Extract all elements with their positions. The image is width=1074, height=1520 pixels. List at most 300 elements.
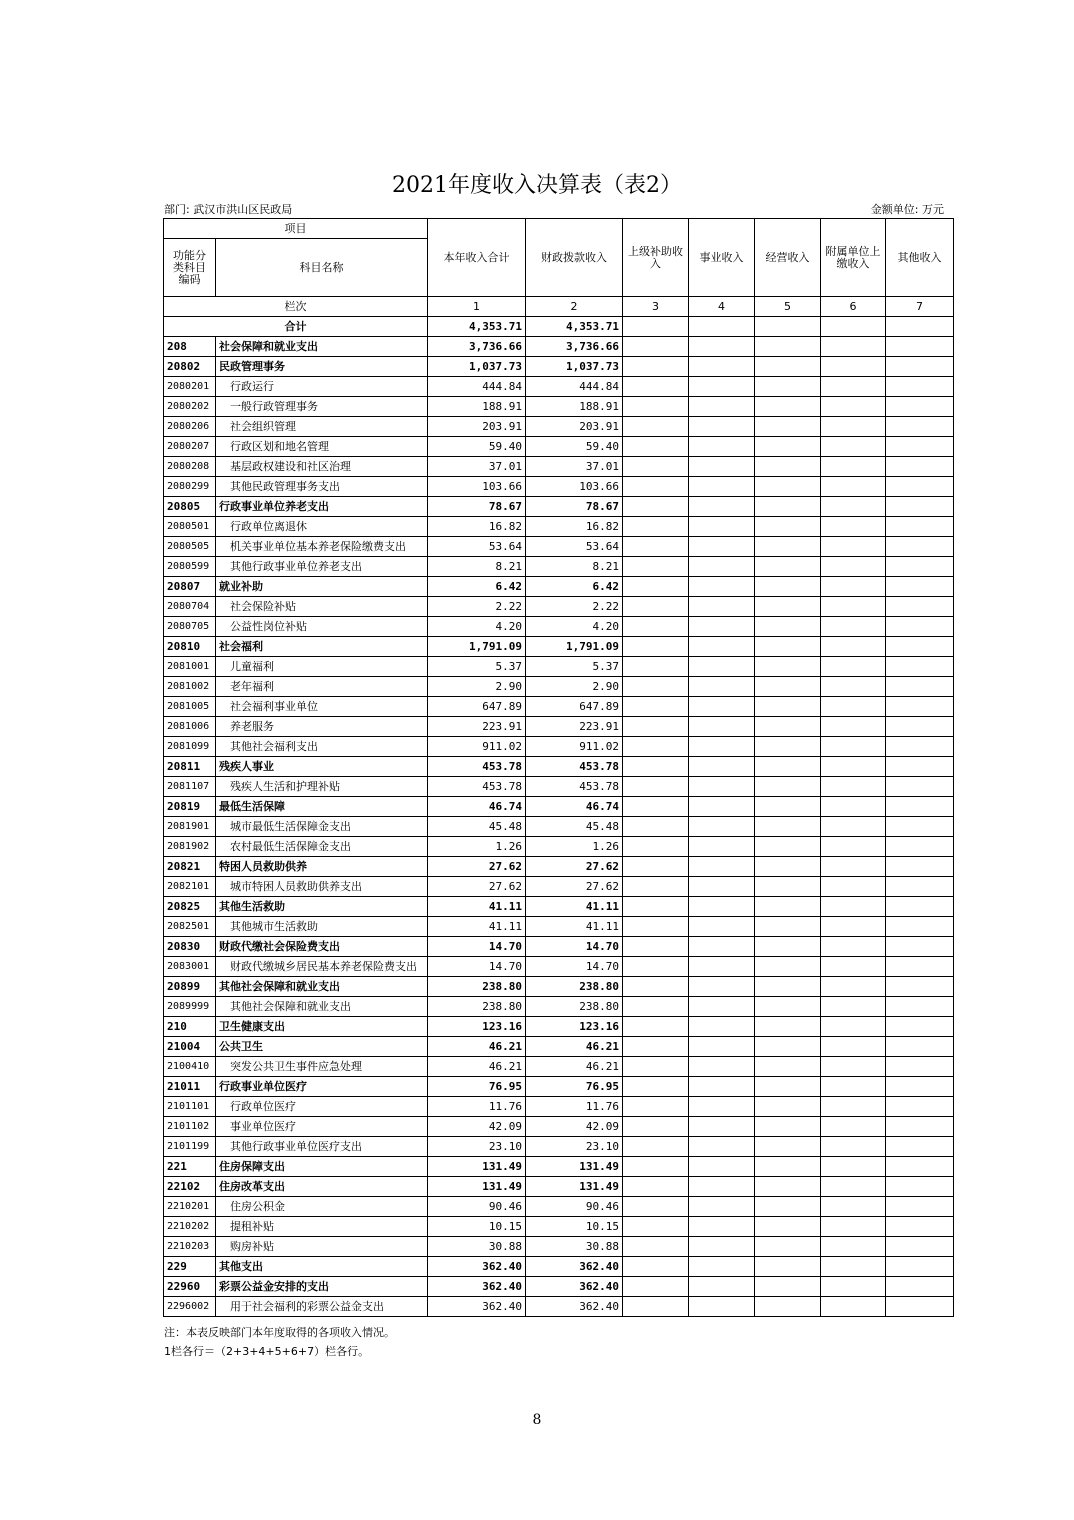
amount-col1: 14.70 bbox=[428, 937, 526, 957]
empty-cell bbox=[821, 1257, 886, 1277]
col2-header: 财政拨款收入 bbox=[526, 219, 623, 297]
empty-cell bbox=[623, 1197, 689, 1217]
empty-cell bbox=[821, 357, 886, 377]
empty-cell bbox=[689, 1137, 755, 1157]
table-row bbox=[164, 1297, 954, 1317]
empty-cell bbox=[821, 1157, 886, 1177]
empty-cell bbox=[755, 737, 821, 757]
name-cell: 城市最低生活保障金支出 bbox=[216, 817, 428, 837]
empty-cell bbox=[755, 1097, 821, 1117]
amount-col2: 1,037.73 bbox=[526, 357, 623, 377]
empty-cell bbox=[821, 977, 886, 997]
amount-col2: 911.02 bbox=[526, 737, 623, 757]
empty-cell bbox=[886, 1017, 954, 1037]
empty-cell bbox=[886, 337, 954, 357]
amount-col2: 223.91 bbox=[526, 717, 623, 737]
unit-label: 金额单位: 万元 bbox=[870, 203, 944, 216]
table-row bbox=[164, 1057, 954, 1077]
empty-cell bbox=[755, 857, 821, 877]
amount-col1: 1,791.09 bbox=[428, 637, 526, 657]
amount-col2: 14.70 bbox=[526, 937, 623, 957]
amount-col1: 78.67 bbox=[428, 497, 526, 517]
amount-col2: 3,736.66 bbox=[526, 337, 623, 357]
table-row bbox=[164, 1037, 954, 1057]
empty-cell bbox=[623, 1097, 689, 1117]
empty-cell bbox=[689, 1277, 755, 1297]
empty-cell bbox=[755, 1017, 821, 1037]
empty-cell bbox=[623, 1037, 689, 1057]
empty-cell bbox=[821, 897, 886, 917]
empty-cell bbox=[623, 1217, 689, 1237]
code-cell: 2101101 bbox=[164, 1097, 216, 1117]
code-cell: 2080207 bbox=[164, 437, 216, 457]
page-title: 2021年度收入决算表（表2） bbox=[392, 173, 682, 198]
amount-col2: 362.40 bbox=[526, 1277, 623, 1297]
amount-col2: 131.49 bbox=[526, 1177, 623, 1197]
empty-cell bbox=[821, 1017, 886, 1037]
empty-cell bbox=[623, 597, 689, 617]
col-number: 1 bbox=[428, 297, 526, 317]
name-cell: 公共卫生 bbox=[216, 1037, 428, 1057]
empty-cell bbox=[886, 357, 954, 377]
amount-col1: 14.70 bbox=[428, 957, 526, 977]
amount-col2: 11.76 bbox=[526, 1097, 623, 1117]
empty-cell bbox=[623, 477, 689, 497]
empty-cell bbox=[623, 917, 689, 937]
empty-cell bbox=[821, 1297, 886, 1317]
empty-cell bbox=[821, 477, 886, 497]
table-row bbox=[164, 577, 954, 597]
name-cell: 购房补贴 bbox=[216, 1237, 428, 1257]
amount-col1: 453.78 bbox=[428, 777, 526, 797]
name-cell: 突发公共卫生事件应急处理 bbox=[216, 1057, 428, 1077]
empty-cell bbox=[755, 537, 821, 557]
amount-col2: 41.11 bbox=[526, 897, 623, 917]
code-cell: 2082101 bbox=[164, 877, 216, 897]
name-cell: 行政单位离退休 bbox=[216, 517, 428, 537]
empty-cell bbox=[623, 797, 689, 817]
empty-cell bbox=[623, 497, 689, 517]
empty-cell bbox=[689, 437, 755, 457]
empty-cell bbox=[755, 517, 821, 537]
table-row bbox=[164, 857, 954, 877]
empty-cell bbox=[886, 1277, 954, 1297]
table-row bbox=[164, 697, 954, 717]
empty-cell bbox=[886, 317, 954, 337]
amount-col2: 238.80 bbox=[526, 997, 623, 1017]
empty-cell bbox=[886, 1157, 954, 1177]
empty-cell bbox=[755, 617, 821, 637]
empty-cell bbox=[886, 817, 954, 837]
amount-col1: 37.01 bbox=[428, 457, 526, 477]
name-cell: 其他生活救助 bbox=[216, 897, 428, 917]
amount-col2: 453.78 bbox=[526, 757, 623, 777]
empty-cell bbox=[886, 677, 954, 697]
amount-col2: 1.26 bbox=[526, 837, 623, 857]
empty-cell bbox=[755, 477, 821, 497]
amount-col1: 16.82 bbox=[428, 517, 526, 537]
code-cell: 2081001 bbox=[164, 657, 216, 677]
code-cell: 2080505 bbox=[164, 537, 216, 557]
amount-col1: 131.49 bbox=[428, 1177, 526, 1197]
empty-cell bbox=[755, 1157, 821, 1177]
empty-cell bbox=[755, 437, 821, 457]
amount-col2: 27.62 bbox=[526, 877, 623, 897]
amount-col2: 27.62 bbox=[526, 857, 623, 877]
empty-cell bbox=[886, 917, 954, 937]
empty-cell bbox=[821, 697, 886, 717]
amount-col1: 6.42 bbox=[428, 577, 526, 597]
empty-cell bbox=[821, 1217, 886, 1237]
table-row bbox=[164, 877, 954, 897]
code-cell: 2081005 bbox=[164, 697, 216, 717]
empty-cell bbox=[689, 377, 755, 397]
amount-col1: 30.88 bbox=[428, 1237, 526, 1257]
code-cell: 22960 bbox=[164, 1277, 216, 1297]
empty-cell bbox=[886, 1057, 954, 1077]
table-row bbox=[164, 977, 954, 997]
empty-cell bbox=[689, 677, 755, 697]
empty-cell bbox=[886, 797, 954, 817]
empty-cell bbox=[623, 757, 689, 777]
code-cell: 20819 bbox=[164, 797, 216, 817]
empty-cell bbox=[886, 477, 954, 497]
total-col2: 4,353.71 bbox=[526, 317, 623, 337]
empty-cell bbox=[886, 937, 954, 957]
code-cell: 2210203 bbox=[164, 1237, 216, 1257]
empty-cell bbox=[623, 1017, 689, 1037]
empty-cell bbox=[755, 1177, 821, 1197]
empty-cell bbox=[821, 417, 886, 437]
amount-col1: 2.22 bbox=[428, 597, 526, 617]
empty-cell bbox=[689, 877, 755, 897]
code-cell: 210 bbox=[164, 1017, 216, 1037]
amount-col1: 223.91 bbox=[428, 717, 526, 737]
name-cell: 儿童福利 bbox=[216, 657, 428, 677]
empty-cell bbox=[886, 637, 954, 657]
notes bbox=[164, 1323, 395, 1361]
empty-cell bbox=[755, 1057, 821, 1077]
empty-cell bbox=[755, 397, 821, 417]
empty-cell bbox=[755, 417, 821, 437]
code-cell: 20821 bbox=[164, 857, 216, 877]
empty-cell bbox=[821, 1197, 886, 1217]
table-row bbox=[164, 1117, 954, 1137]
col-number: 7 bbox=[886, 297, 954, 317]
empty-cell bbox=[886, 397, 954, 417]
empty-cell bbox=[623, 997, 689, 1017]
name-cell: 养老服务 bbox=[216, 717, 428, 737]
amount-col1: 2.90 bbox=[428, 677, 526, 697]
name-cell: 其他支出 bbox=[216, 1257, 428, 1277]
page-number: 8 bbox=[532, 1412, 542, 1428]
empty-cell bbox=[886, 1137, 954, 1157]
name-cell: 彩票公益金安排的支出 bbox=[216, 1277, 428, 1297]
empty-cell bbox=[689, 457, 755, 477]
name-cell: 社会组织管理 bbox=[216, 417, 428, 437]
empty-cell bbox=[755, 1257, 821, 1277]
col7-header: 其他收入 bbox=[886, 219, 954, 297]
amount-col1: 453.78 bbox=[428, 757, 526, 777]
empty-cell bbox=[821, 797, 886, 817]
project-header: 项目 bbox=[164, 219, 428, 239]
empty-cell bbox=[623, 977, 689, 997]
table-row bbox=[164, 557, 954, 577]
amount-col2: 362.40 bbox=[526, 1297, 623, 1317]
code-cell: 2210202 bbox=[164, 1217, 216, 1237]
name-cell: 财政代缴社会保险费支出 bbox=[216, 937, 428, 957]
amount-col1: 203.91 bbox=[428, 417, 526, 437]
name-cell: 农村最低生活保障金支出 bbox=[216, 837, 428, 857]
empty-cell bbox=[755, 357, 821, 377]
amount-col1: 46.74 bbox=[428, 797, 526, 817]
code-cell: 2080206 bbox=[164, 417, 216, 437]
amount-col1: 647.89 bbox=[428, 697, 526, 717]
empty-cell bbox=[886, 777, 954, 797]
empty-cell bbox=[689, 817, 755, 837]
name-cell: 民政管理事务 bbox=[216, 357, 428, 377]
amount-col2: 46.21 bbox=[526, 1037, 623, 1057]
empty-cell bbox=[623, 817, 689, 837]
amount-col2: 103.66 bbox=[526, 477, 623, 497]
amount-col1: 362.40 bbox=[428, 1257, 526, 1277]
name-cell: 城市特困人员救助供养支出 bbox=[216, 877, 428, 897]
amount-col2: 37.01 bbox=[526, 457, 623, 477]
empty-cell bbox=[821, 857, 886, 877]
table-row bbox=[164, 1137, 954, 1157]
empty-cell bbox=[623, 397, 689, 417]
amount-col1: 4.20 bbox=[428, 617, 526, 637]
empty-cell bbox=[623, 1117, 689, 1137]
name-cell: 社会保障和就业支出 bbox=[216, 337, 428, 357]
empty-cell bbox=[623, 637, 689, 657]
empty-cell bbox=[623, 697, 689, 717]
empty-cell bbox=[821, 1177, 886, 1197]
empty-cell bbox=[821, 377, 886, 397]
empty-cell bbox=[886, 1097, 954, 1117]
empty-cell bbox=[755, 557, 821, 577]
amount-col1: 362.40 bbox=[428, 1277, 526, 1297]
empty-cell bbox=[689, 1037, 755, 1057]
empty-cell bbox=[886, 897, 954, 917]
code-cell: 2101102 bbox=[164, 1117, 216, 1137]
empty-cell bbox=[689, 417, 755, 437]
empty-cell bbox=[886, 1217, 954, 1237]
empty-cell bbox=[623, 777, 689, 797]
empty-cell bbox=[623, 1277, 689, 1297]
amount-col1: 59.40 bbox=[428, 437, 526, 457]
empty-cell bbox=[689, 977, 755, 997]
code-cell: 21004 bbox=[164, 1037, 216, 1057]
table-row bbox=[164, 477, 954, 497]
empty-cell bbox=[755, 717, 821, 737]
empty-cell bbox=[689, 657, 755, 677]
empty-cell bbox=[821, 337, 886, 357]
empty-cell bbox=[821, 1117, 886, 1137]
empty-cell bbox=[689, 797, 755, 817]
amount-col2: 444.84 bbox=[526, 377, 623, 397]
amount-col2: 362.40 bbox=[526, 1257, 623, 1277]
empty-cell bbox=[755, 1237, 821, 1257]
empty-cell bbox=[623, 677, 689, 697]
empty-cell bbox=[689, 917, 755, 937]
table-row bbox=[164, 457, 954, 477]
empty-cell bbox=[755, 597, 821, 617]
empty-cell bbox=[821, 577, 886, 597]
code-cell: 20830 bbox=[164, 937, 216, 957]
amount-col2: 16.82 bbox=[526, 517, 623, 537]
amount-col2: 123.16 bbox=[526, 1017, 623, 1037]
empty-cell bbox=[821, 957, 886, 977]
amount-col1: 46.21 bbox=[428, 1057, 526, 1077]
table-row bbox=[164, 717, 954, 737]
table-row bbox=[164, 377, 954, 397]
empty-cell bbox=[755, 1137, 821, 1157]
empty-cell bbox=[755, 657, 821, 677]
empty-cell bbox=[821, 1137, 886, 1157]
empty-cell bbox=[821, 637, 886, 657]
empty-cell bbox=[886, 597, 954, 617]
empty-cell bbox=[689, 1197, 755, 1217]
empty-cell bbox=[623, 337, 689, 357]
col-number: 6 bbox=[821, 297, 886, 317]
table-row bbox=[164, 657, 954, 677]
name-cell: 行政运行 bbox=[216, 377, 428, 397]
amount-col1: 911.02 bbox=[428, 737, 526, 757]
empty-cell bbox=[623, 1157, 689, 1177]
empty-cell bbox=[886, 497, 954, 517]
empty-cell bbox=[755, 317, 821, 337]
col-number: 2 bbox=[526, 297, 623, 317]
code-cell: 2089999 bbox=[164, 997, 216, 1017]
amount-col2: 14.70 bbox=[526, 957, 623, 977]
empty-cell bbox=[886, 877, 954, 897]
empty-cell bbox=[689, 317, 755, 337]
table-row bbox=[164, 1277, 954, 1297]
col-number: 5 bbox=[755, 297, 821, 317]
empty-cell bbox=[623, 457, 689, 477]
empty-cell bbox=[689, 777, 755, 797]
amount-col2: 46.74 bbox=[526, 797, 623, 817]
empty-cell bbox=[755, 697, 821, 717]
table-row bbox=[164, 917, 954, 937]
empty-cell bbox=[623, 937, 689, 957]
empty-cell bbox=[886, 1117, 954, 1137]
table-row bbox=[164, 1237, 954, 1257]
code-cell: 2210201 bbox=[164, 1197, 216, 1217]
empty-cell bbox=[623, 737, 689, 757]
name-cell: 住房改革支出 bbox=[216, 1177, 428, 1197]
code-cell: 2080202 bbox=[164, 397, 216, 417]
empty-cell bbox=[755, 637, 821, 657]
empty-cell bbox=[755, 917, 821, 937]
code-header: 功能分类科目编码 bbox=[164, 239, 216, 297]
empty-cell bbox=[689, 757, 755, 777]
empty-cell bbox=[623, 537, 689, 557]
amount-col2: 10.15 bbox=[526, 1217, 623, 1237]
name-cell: 行政单位医疗 bbox=[216, 1097, 428, 1117]
empty-cell bbox=[689, 1017, 755, 1037]
empty-cell bbox=[689, 1257, 755, 1277]
name-cell: 其他行政事业单位医疗支出 bbox=[216, 1137, 428, 1157]
empty-cell bbox=[886, 957, 954, 977]
col4-header: 事业收入 bbox=[689, 219, 755, 297]
amount-col1: 10.15 bbox=[428, 1217, 526, 1237]
empty-cell bbox=[689, 497, 755, 517]
empty-cell bbox=[623, 897, 689, 917]
amount-col1: 23.10 bbox=[428, 1137, 526, 1157]
amount-col2: 78.67 bbox=[526, 497, 623, 517]
table-row bbox=[164, 437, 954, 457]
empty-cell bbox=[689, 1297, 755, 1317]
name-cell: 卫生健康支出 bbox=[216, 1017, 428, 1037]
empty-cell bbox=[689, 577, 755, 597]
empty-cell bbox=[623, 557, 689, 577]
empty-cell bbox=[821, 877, 886, 897]
name-cell: 其他行政事业单位养老支出 bbox=[216, 557, 428, 577]
empty-cell bbox=[886, 997, 954, 1017]
table-row bbox=[164, 1177, 954, 1197]
amount-col1: 8.21 bbox=[428, 557, 526, 577]
amount-col2: 53.64 bbox=[526, 537, 623, 557]
empty-cell bbox=[689, 857, 755, 877]
empty-cell bbox=[689, 1237, 755, 1257]
amount-col2: 42.09 bbox=[526, 1117, 623, 1137]
empty-cell bbox=[821, 1097, 886, 1117]
empty-cell bbox=[821, 397, 886, 417]
table-row bbox=[164, 597, 954, 617]
empty-cell bbox=[886, 837, 954, 857]
code-cell: 208 bbox=[164, 337, 216, 357]
empty-cell bbox=[689, 1117, 755, 1137]
code-cell: 20807 bbox=[164, 577, 216, 597]
code-cell: 20810 bbox=[164, 637, 216, 657]
empty-cell bbox=[755, 897, 821, 917]
empty-cell bbox=[689, 717, 755, 737]
empty-cell bbox=[623, 317, 689, 337]
empty-cell bbox=[623, 1137, 689, 1157]
name-cell: 事业单位医疗 bbox=[216, 1117, 428, 1137]
empty-cell bbox=[886, 517, 954, 537]
amount-col1: 5.37 bbox=[428, 657, 526, 677]
empty-cell bbox=[755, 877, 821, 897]
name-cell: 行政区划和地名管理 bbox=[216, 437, 428, 457]
empty-cell bbox=[755, 937, 821, 957]
name-cell: 行政事业单位养老支出 bbox=[216, 497, 428, 517]
empty-cell bbox=[689, 357, 755, 377]
amount-col1: 27.62 bbox=[428, 877, 526, 897]
empty-cell bbox=[623, 717, 689, 737]
empty-cell bbox=[689, 1157, 755, 1177]
empty-cell bbox=[821, 1277, 886, 1297]
amount-col2: 6.42 bbox=[526, 577, 623, 597]
code-cell: 2100410 bbox=[164, 1057, 216, 1077]
amount-col2: 76.95 bbox=[526, 1077, 623, 1097]
code-cell: 2081006 bbox=[164, 717, 216, 737]
empty-cell bbox=[886, 697, 954, 717]
empty-cell bbox=[689, 397, 755, 417]
total-row bbox=[164, 317, 954, 337]
table-row bbox=[164, 1217, 954, 1237]
empty-cell bbox=[689, 517, 755, 537]
amount-col1: 11.76 bbox=[428, 1097, 526, 1117]
name-cell: 特困人员救助供养 bbox=[216, 857, 428, 877]
code-cell: 2080501 bbox=[164, 517, 216, 537]
empty-cell bbox=[886, 617, 954, 637]
empty-cell bbox=[886, 1297, 954, 1317]
empty-cell bbox=[755, 377, 821, 397]
empty-cell bbox=[689, 617, 755, 637]
